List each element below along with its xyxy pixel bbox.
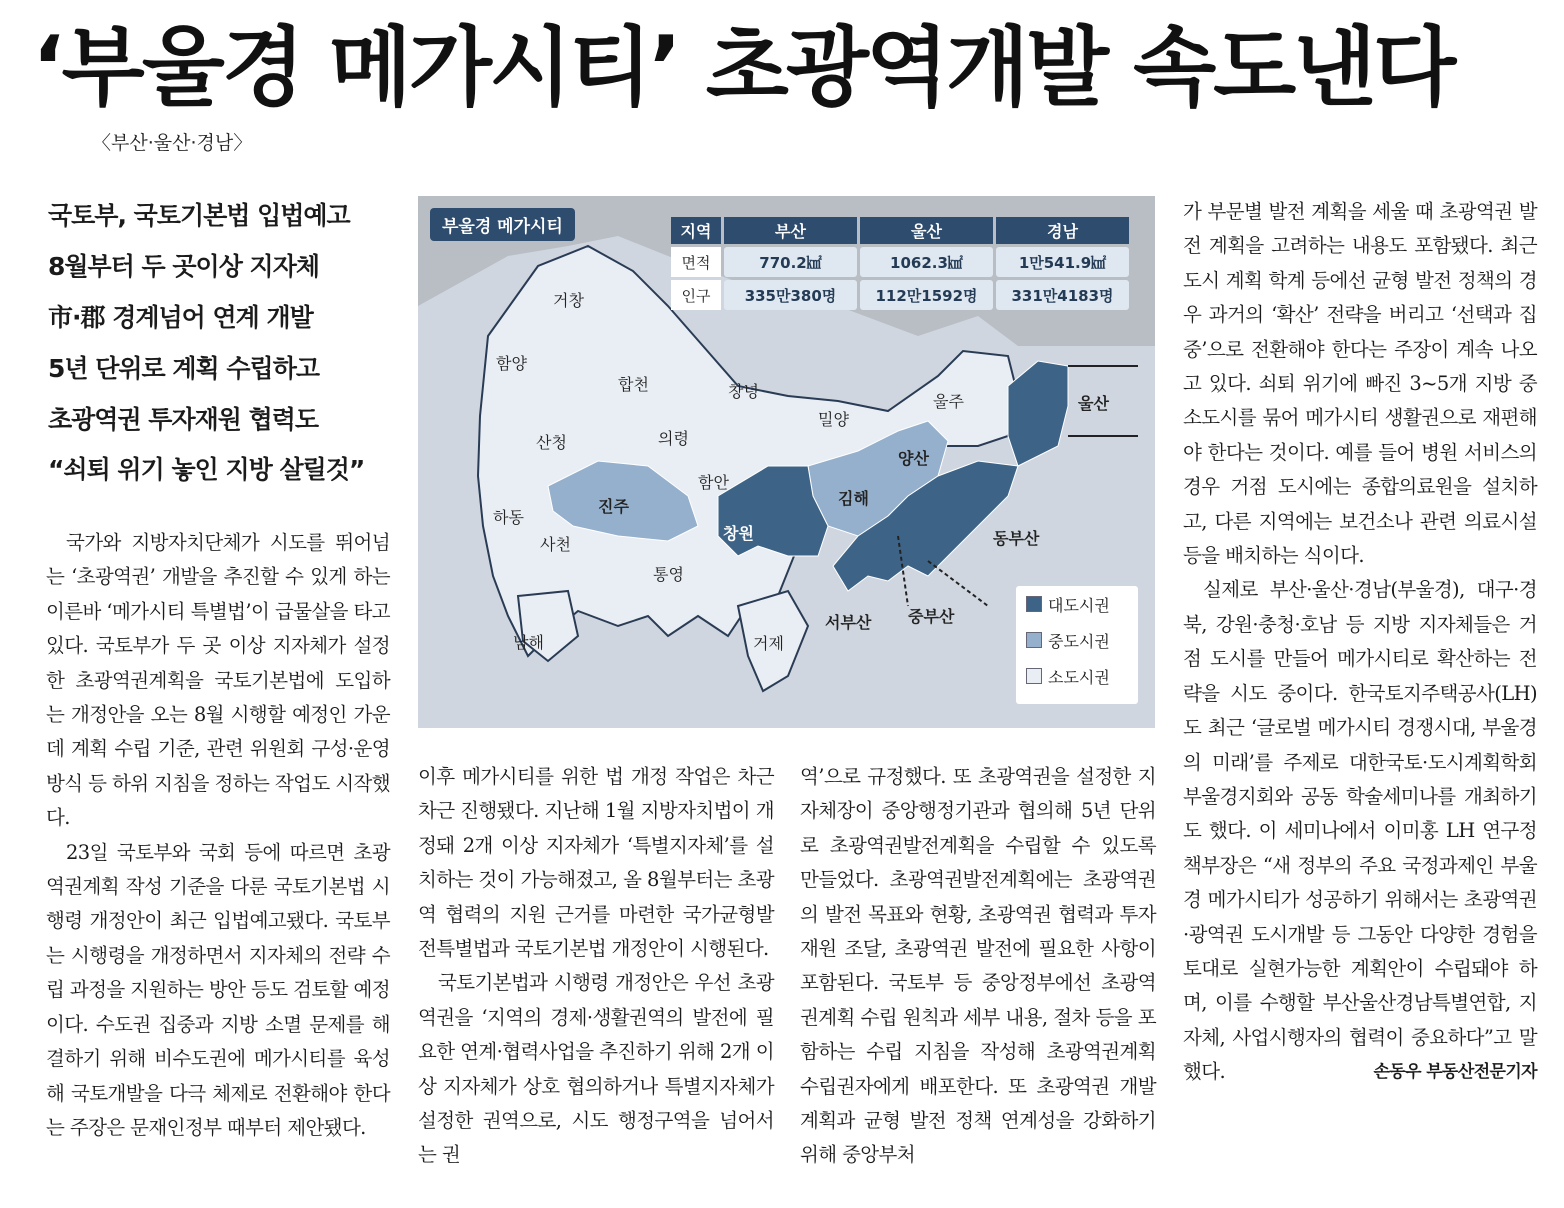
region-ulsan xyxy=(1008,361,1068,466)
subhead: 5년 단위로 계획 수립하고 xyxy=(48,354,320,383)
article-column-2 xyxy=(418,760,774,1173)
table-cell: 1만541.9㎢ xyxy=(996,247,1129,277)
headline: ‘부울경 메가시티’ 초광역개발 속도낸다 xyxy=(32,18,1454,118)
byline: 손동우 부동산전문기자 xyxy=(1373,1062,1537,1083)
row-label: 인구 xyxy=(671,280,721,310)
paragraph-text: 실제로 부산·울산·경남(부울경), 대구·경북, 강원·충청·호남 등 지방 지자체들은 거점 도시를 만들어 메가시티로 확산하는 전략을 시도 중이다. 한국토지주택공사(LH)도 최근 ‘글로벌 메가시티 경쟁시대, 부울경의 미래’를 주제로 대한국토·도시계획학회 부울경지회와 공동 학술세미나를 개최하기도 했다. 이 세미나에서 이미홍 LH 연구정책부장은 “새 정부의 주요 국정과제인 부울경 메가시티가 성공하기 위해서는 초광역권·광역권 도시개발 등 그동안 다양한 경험을 토대로 실현가능한 계획안이 수립돼야 하며, 이를 수행할 부산울산경남특별연합, 지자체, 사업시행자의 협력이 중요하다”고 말했다. xyxy=(1183,578,1537,1084)
legend-item xyxy=(1016,586,1138,622)
region-label: 합천 xyxy=(618,375,649,394)
paragraph: 국토기본법과 시행령 개정안은 우선 초광역권을 ‘지역의 경제·생활권역의 발전에 필요한 연계·협력사업을 추진하기 위해 2개 이상 지자체가 상호 협의하거나 특별지자체가 설정한 권역으로, 시도 행정구역을 넘어서는 권 xyxy=(418,971,774,1167)
region-label: 중부산 xyxy=(908,607,955,626)
paragraph: 역’으로 규정했다. 또 초광역권을 설정한 지자체장이 중앙행정기관과 협의해 5년 단위로 초광역권발전계획을 수립할 수 있도록 만들었다. 초광역권발전계획에는 초광역권의 발전 목표와 현황, 초광역권 협력과 투자재원 조달, 초광역권 발전에 필요한 사항이 포함된다. 국토부 등 중앙정부에선 초광역권계획 수립 원칙과 세부 내용, 절차 등을 포함하는 수립 지침을 작성해 초광역권계획 수립권자에게 배포한다. 또 초광역권 개발 계획과 균형 발전 정책 연계성을 강화하기 위해 중앙부처 xyxy=(800,765,1156,1167)
table-header: 경남 xyxy=(996,217,1129,244)
sub-location: 〈부산·울산·경남〉 xyxy=(92,132,253,154)
region-label: 서부산 xyxy=(825,613,872,632)
table-cell: 1062.3㎢ xyxy=(860,247,993,277)
pull-quote: “쇠퇴 위기 놓인 지방 살릴것” xyxy=(48,455,365,484)
paragraph: 국가와 지방자치단체가 시도를 뛰어넘는 ‘초광역권’ 개발을 추진할 수 있게 하는 이른바 ‘메가시티 특별법’이 급물살을 타고 있다. 국토부가 두 곳 이상 지자체가 설정한 초광역권계획을 국토기본법에 도입하는 개정안을 오는 8월 시행할 예정인 가운데 계획 수립 기준, 관련 위원회 구성·운영 방식 등 하위 지침을 정하는 작업도 시작했다. xyxy=(46,531,390,830)
region-label: 울주 xyxy=(933,392,964,411)
paragraph xyxy=(1183,573,1537,1089)
map-legend xyxy=(1016,586,1138,704)
legend-item xyxy=(1016,658,1138,694)
table-header: 부산 xyxy=(724,217,857,244)
subheads xyxy=(48,190,393,445)
legend-swatch xyxy=(1026,668,1042,684)
region-label: 울산 xyxy=(1078,394,1109,413)
subhead: 초광역권 투자재원 협력도 xyxy=(48,405,319,434)
region-label: 하동 xyxy=(493,508,524,527)
map-tag: 부울경 메가시티 xyxy=(430,208,575,241)
paragraph: 가 부문별 발전 계획을 세울 때 초광역권 발전 계획을 고려하는 내용도 포함됐다. 최근 도시 계획 학계 등에선 균형 발전 정책의 경우 과거의 ‘확산’ 전략을 버리고 ‘선택과 집중’으로 전환해야 한다는 주장이 계속 나오고 있다. 쇠퇴 위기에 빠진 3~5개 지방 중소도시를 묶어 메가시티 생활권으로 재편해야 한다는 것이다. 예를 들어 병원 서비스의 경우 거점 도시에는 종합의료원을 설치하고, 다른 지역에는 보건소나 관련 의료시설 등을 배치하는 식이다. xyxy=(1183,200,1537,568)
table-cell: 331만4183명 xyxy=(996,280,1129,310)
paragraph: 이후 메가시티를 위한 법 개정 작업은 차근차근 진행됐다. 지난해 1월 지방자치법이 개정돼 2개 이상 지자체가 ‘특별지자체’를 설치하는 것이 가능해졌고, 올 8월부터는 초광역 협력의 지원 근거를 마련한 국가균형발전특별법과 국토기본법 개정안이 시행된다. xyxy=(418,765,774,961)
region-label: 함안 xyxy=(698,473,729,492)
region-label: 거제 xyxy=(753,634,784,653)
megacity-map xyxy=(418,196,1155,728)
row-label: 면적 xyxy=(671,247,721,277)
region-label: 밀양 xyxy=(818,410,849,429)
region-label: 의령 xyxy=(658,429,689,448)
article-column-4 xyxy=(1183,195,1537,1090)
legend-label: 중도시권 xyxy=(1048,631,1110,651)
table-cell: 112만1592명 xyxy=(860,280,993,310)
leader-line xyxy=(928,561,988,606)
subhead: 국토부, 국토기본법 입법예고 xyxy=(48,201,350,230)
region-label: 함양 xyxy=(496,354,527,373)
legend-label: 소도시권 xyxy=(1048,667,1110,687)
region-label: 통영 xyxy=(653,565,684,584)
region-label: 진주 xyxy=(598,497,629,516)
paragraph: 23일 국토부와 국회 등에 따르면 초광역권계획 작성 기준을 다룬 국토기본법 시행령 개정안이 최근 입법예고됐다. 국토부는 시행령을 개정하면서 지자체의 전략 수립 과정을 지원하는 방안 등도 검토할 예정이다. 수도권 집중과 지방 소멸 문제를 해결하기 위해 비수도권에 메가시티를 육성해 국토개발을 다극 체제로 전환해야 한다는 주장은 문재인정부 때부터 제안됐다. xyxy=(46,840,390,1139)
table-cell: 335만380명 xyxy=(724,280,857,310)
table-header: 지역 xyxy=(671,217,721,244)
region-label: 남해 xyxy=(513,633,544,652)
region-label: 양산 xyxy=(898,449,929,468)
legend-swatch xyxy=(1026,632,1042,648)
article-column-3 xyxy=(800,760,1156,1173)
article-column-1 xyxy=(46,526,390,1145)
region-stats-table xyxy=(668,214,1132,313)
table-cell: 770.2㎢ xyxy=(724,247,857,277)
subhead: 8월부터 두 곳이상 지자체 xyxy=(48,252,320,281)
region-label: 동부산 xyxy=(993,529,1040,548)
region-label: 창녕 xyxy=(728,382,759,401)
table-header: 울산 xyxy=(860,217,993,244)
subhead: 市·郡 경계넘어 연계 개발 xyxy=(48,303,313,332)
region-label: 거창 xyxy=(553,291,584,310)
region-label: 산청 xyxy=(536,433,567,452)
region-label: 사천 xyxy=(540,535,571,554)
region-label: 창원 xyxy=(723,524,754,543)
legend-item xyxy=(1016,622,1138,658)
legend-swatch xyxy=(1026,596,1042,612)
region-label: 김해 xyxy=(838,489,869,508)
legend-label: 대도시권 xyxy=(1048,595,1110,615)
